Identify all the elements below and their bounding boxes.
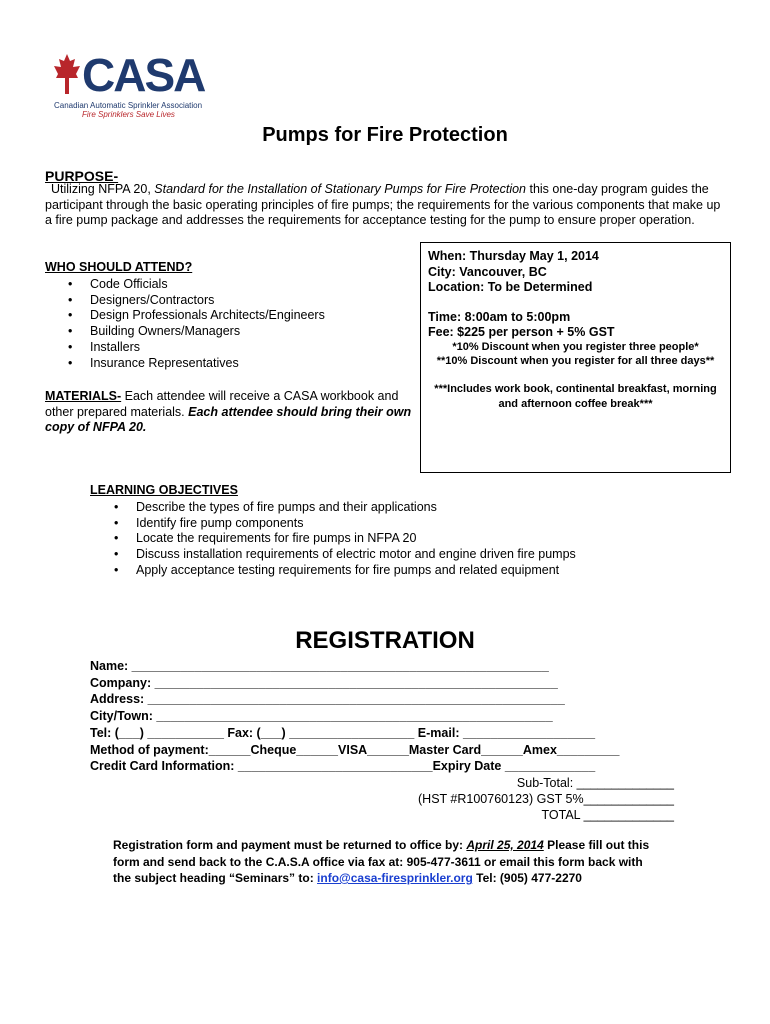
materials-heading: MATERIALS- bbox=[45, 389, 122, 403]
event-location: Location: To be Determined bbox=[428, 280, 593, 294]
city-field[interactable]: City/Town: _________________________________________________________ bbox=[90, 709, 553, 724]
learning-objectives-heading: LEARNING OBJECTIVES bbox=[90, 483, 238, 497]
event-fee: Fee: $225 per person + 5% GST bbox=[428, 325, 615, 339]
registration-form bbox=[90, 658, 619, 775]
credit-card-field[interactable]: Credit Card Information: ____________________________Expiry Date _____________ bbox=[90, 759, 596, 774]
logo-wordmark: CASA bbox=[82, 49, 205, 101]
registration-heading: REGISTRATION bbox=[295, 627, 475, 654]
who-should-attend-heading: WHO SHOULD ATTEND? bbox=[45, 260, 193, 274]
list-item: • Building Owners/Managers bbox=[90, 324, 325, 340]
contact-fields[interactable]: Tel: (___) ___________ Fax: (___) __________________ E-mail: ___________________ bbox=[90, 725, 596, 740]
return-instructions: Registration form and payment must be returned to office by: April 25, 2014 Please fill out this form and send back to the C.A.S.A office via fax at: 905-477-3611 or email this form back with the subject heading “Seminars” to: info@casa-firesprinkler.org Tel: (905) 477-2270 bbox=[113, 838, 650, 885]
list-item: • Design Professionals Architects/Engineers bbox=[90, 308, 325, 324]
includes-note: ***Includes work book, continental breakfast, morning and afternoon coffee break*** bbox=[434, 383, 717, 410]
logo-subtitle: Canadian Automatic Sprinkler Association bbox=[54, 101, 203, 110]
list-item: • Installers bbox=[90, 340, 325, 356]
list-item: • Describe the types of fire pumps and their applications bbox=[136, 500, 576, 516]
purpose-text: Utilizing NFPA 20, Standard for the Installation of Stationary Pumps for Fire Protection this one-day program guides the participant through the basic operating principles of fire pumps; the requirements for the various components that make up a fire pump package and addresses the requirements for acceptance testing for the pump to ensure proper operation. bbox=[45, 182, 721, 227]
event-details bbox=[428, 249, 728, 341]
event-date: When: Thursday May 1, 2014 bbox=[428, 249, 599, 263]
subtotal-field[interactable]: Sub-Total: ______________ bbox=[516, 776, 674, 790]
list-item: • Apply acceptance testing requirements for fire pumps and related equipment bbox=[136, 563, 576, 579]
list-item: • Designers/Contractors bbox=[90, 293, 325, 309]
list-item: • Identify fire pump components bbox=[136, 516, 576, 532]
event-time: Time: 8:00am to 5:00pm bbox=[428, 309, 571, 324]
maple-leaf-icon bbox=[54, 54, 80, 94]
event-city: City: Vancouver, BC bbox=[428, 264, 547, 279]
casa-logo bbox=[52, 49, 205, 124]
materials-emphasis: Each attendee should bring their own copy of NFPA 20. bbox=[45, 404, 412, 434]
payment-method-field[interactable]: Method of payment:______Cheque______VISA______Master Card______Amex_________ bbox=[90, 742, 620, 757]
discount-three-people: *10% Discount when you register three people* bbox=[452, 341, 699, 353]
learning-objectives-list bbox=[136, 500, 576, 579]
page-title: Pumps for Fire Protection bbox=[262, 124, 508, 146]
list-item: • Locate the requirements for fire pumps in NFPA 20 bbox=[136, 531, 576, 547]
gst-field[interactable]: (HST #R100760123) GST 5%_____________ bbox=[418, 792, 674, 806]
total-field[interactable]: TOTAL _____________ bbox=[541, 808, 674, 822]
email-link[interactable]: info@casa-firesprinkler.org bbox=[317, 871, 473, 885]
list-item: • Code Officials bbox=[90, 277, 325, 293]
purpose-heading: PURPOSE- bbox=[45, 168, 119, 184]
discount-three-days: **10% Discount when you register for all three days** bbox=[436, 355, 715, 367]
materials-section: MATERIALS- Each attendee will receive a CASA workbook and other prepared materials. Each attendee should bring their own copy of NFPA 20. bbox=[45, 389, 412, 434]
logo-tagline: Fire Sprinklers Save Lives bbox=[82, 110, 175, 119]
list-item: • Discuss installation requirements of electric motor and engine driven fire pumps bbox=[136, 547, 576, 563]
company-field[interactable]: Company: __________________________________________________________ bbox=[90, 675, 558, 690]
deadline-date: April 25, 2014 bbox=[466, 838, 544, 852]
address-field[interactable]: Address: ____________________________________________________________ bbox=[90, 692, 565, 707]
list-item: • Insurance Representatives bbox=[90, 356, 325, 372]
attendee-list bbox=[90, 277, 325, 371]
name-field[interactable]: Name: ____________________________________________________________ bbox=[90, 659, 549, 673]
